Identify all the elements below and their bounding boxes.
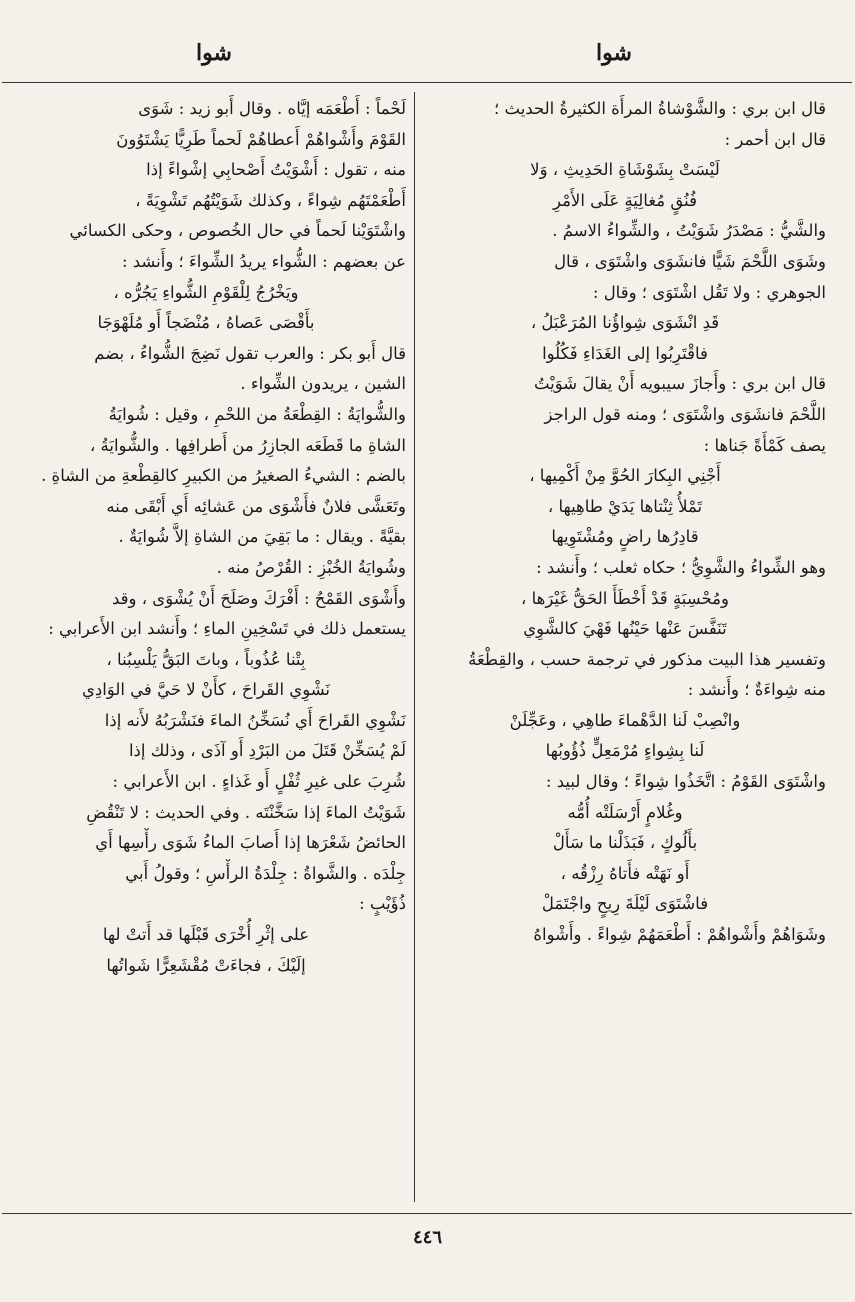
left-column-text-line: نَشْوِي القَراحَ أَي نُسَخِّنُ الماءَ فنَشْرَبُهُ لأَنه إذا <box>104 710 406 730</box>
left-column-text-line: وأَشْوَى القَمْحُ : أَفْرَكَ وصَلَحَ أَنْ يُشْوَى ، وقد <box>111 588 406 608</box>
right-column-verse-line: ومُحْسِبَةٍ قَدْ أَخْطَأَ الحَقُّ غَيْرَها ، <box>521 588 729 608</box>
left-column-text-line: عن بعضهم : الشُّواء يريدُ الشِّواءَ ؛ وأَنشد : <box>121 251 406 271</box>
right-column-verse-line: بأَلُوكٍ ، فَبَذَلْنا ما سَأَلْ <box>552 833 698 853</box>
right-column-text-line: وتفسير هذا البيت مذكور في ترجمة حسب ، والقِطْعَةُ <box>468 649 826 669</box>
column-divider <box>414 92 415 1202</box>
right-column-verse-line: قَدِ انْشَوَى شِواؤُنا المُرَعْبَلُ ، <box>530 313 720 333</box>
right-column-verse-line: تَنَفَّسَ عَنْها حَيْنُها فَهْيَ كالشَّوِي <box>523 619 727 639</box>
left-column-text-line: قال أَبو بكر : والعرب تقول نَضِجَ الشُّواءُ ، بضم <box>94 343 406 363</box>
header-rule <box>2 82 852 83</box>
left-column-text-line: وشُوايَةُ الخُبْزِ : القُرْصُ منه . <box>216 557 406 577</box>
left-column-verse-line: إلَيْكَ ، فجاءَتْ مُقْشَعِرًّا شَواتُها <box>106 955 306 975</box>
right-column-verse-line: وانْصِبْ لَنا الدَّهْماءَ طاهِي ، وعَجِّلَنْ <box>509 710 741 730</box>
right-column-text-line: اللَّحْمَ فانشَوَى واشْتَوَى ؛ ومنه قول الراجز <box>544 404 826 424</box>
left-column-text-line: ذُؤَيْبٍ : <box>359 894 406 914</box>
page-header <box>0 30 855 80</box>
right-column-text-line: قال ابن بري : والشَّوْشاةُ المرأَة الكثيرةُ الحديث ؛ <box>494 99 826 118</box>
left-column-text-line: بقيَّةً . ويقال : ما بَقِيَ من الشاةِ إلاَّ شُوايَةٌ . <box>118 527 406 547</box>
right-column-text-line: قال ابن بري : وأَجازَ سيبويه أَنْ يقالَ شَوَيْتُ <box>533 374 826 394</box>
left-column-text-line: وتَعَشَّى فلانٌ فأَشْوَى من عَشائِه أَي أَبْقَى منه <box>106 496 406 516</box>
left-column-text-line: الشاةِ ما قَطَعَه الجازِرُ من أَطرافِها . والشُّوايَةُ ، <box>89 435 406 455</box>
left-column <box>6 94 406 981</box>
left-column-text-line: بالضم : الشيءُ الصغيرُ من الكبيرِ كالقِطْعةِ من الشاةِ . <box>41 466 406 486</box>
right-column-verse-line: لَنا بِشِواءٍ مُرْمَعِلٍّ ذُؤُوبُها <box>545 741 705 761</box>
right-column-text-line: وشَوَى اللَّحْمَ شَيًّا فانشَوَى واشْتَوَى ، قال <box>554 251 826 271</box>
left-column-verse-line: ويَخْرُجُ لِلْقَوْمِ الشُّواءِ يَجُرُّه ، <box>113 282 299 302</box>
right-column-text-line: قال ابن أحمر : <box>724 129 826 149</box>
left-column-text-line: الحائضُ شَعْرَها إذا أَصابَ الماءُ شَوَى رأْسِها أَي <box>95 833 406 853</box>
right-column-verse-line: تَمْلأُ ثِنْتاها يَدَيْ طاهِيها ، <box>547 496 703 516</box>
right-column <box>424 94 826 951</box>
page-number: ٤٤٦ <box>412 1227 442 1248</box>
left-column-text-line: القَوْمَ وأَشْواهُمْ أَعطاهُمْ لَحماً طَرِيًّا يَشْتَوُونَ <box>116 129 406 149</box>
header-word-right: شوا <box>596 40 632 66</box>
right-column-verse-line: فاقْتَرِبُوا إلى الغَدَاءِ فَكُلُوا <box>542 343 708 363</box>
right-column-verse-line: قادِرُها راضٍ ومُشْتَوِيها <box>551 527 699 547</box>
footer-rule <box>2 1213 852 1214</box>
left-column-verse-line: بأَقْصَى عَصاهُ ، مُنْضَجاً أَو مُلَهْوَجَا <box>97 313 315 333</box>
right-column-verse-line: فُنُقٍ مُغالِيَةٍ عَلَى الأَمْرِ <box>552 190 698 210</box>
left-column-text-line: أَطْعَمْتَهُم شِواءً ، وكذلك شَوَيْتُهُم تَشْوِيَةً ، <box>135 190 406 210</box>
left-column-text-line: يستعمل ذلك في تَسْخِينِ الماءِ ؛ وأَنشد ابن الأَعرابي : <box>48 619 406 639</box>
left-column-text-line: شُرِبَ على غيرِ ثُفْلٍ أَو غَذاءٍ . ابن الأَعرابي : <box>112 772 406 792</box>
right-column-verse-line: أَو نَهَتْه فأَتاهُ رِزْقُه ، <box>560 863 690 883</box>
left-column-verse-line: بِتْنا عُذُوباً ، وباتَ البَقُّ يَلْسِبُنا ، <box>106 649 306 669</box>
right-column-text-line: وشَوَاهُمْ وأَشْواهُمْ : أَطْعَمَهُمْ شِواءً . وأَشْواهُ <box>533 925 826 945</box>
left-column-verse-line: نَشْوِي القَراحَ ، كأَنْ لا حَيَّ في الوَادِي <box>81 680 331 700</box>
right-column-text-line: منه شِواءَةٌ ؛ وأَنشد : <box>687 680 826 700</box>
left-column-text-line: شَوَيْتُ الماءَ إذا سَخَّنْتَه . وفي الحديث : لا تَنْقُضِ <box>86 802 406 822</box>
left-column-text-line: الشين ، يريدون الشِّواء . <box>240 374 406 394</box>
right-column-verse-line: لَيْسَتْ بِشَوْشَاةِ الحَدِيثِ ، وَلا <box>530 160 720 180</box>
left-column-text-line: واشْتَوَيْنا لَحماً في حال الخُصوص ، وحكى الكسائي <box>69 221 406 241</box>
left-column-text-line: والشُّوايَةُ : القِطْعَةُ من اللحْمِ ، وقيل : شُوايَةُ <box>108 404 406 424</box>
right-column-text-line: يصف كَمْأَةً جَناها : <box>703 435 826 455</box>
right-column-text-line: الجوهري : ولا تَقُل اشْتَوَى ؛ وقال : <box>592 282 826 302</box>
right-column-text-line: والشَّيُّ : مَصْدَرُ شَوَيْتُ ، والشِّواءُ الاسمُ . <box>552 221 826 241</box>
left-column-text-line: جِلْدَه . والشَّواةُ : جِلْدَةُ الرأْسِ ؛ وقولُ أَبي <box>125 863 406 883</box>
right-column-text-line: وهو الشِّواءُ والشَّوِيُّ ؛ حكاه ثعلب ؛ وأَنشد : <box>536 557 826 577</box>
right-column-verse-line: أَجْنِي البِكارَ الحُوَّ مِنْ أَكْمِيها ، <box>529 466 721 486</box>
left-column-verse-line: على إثْرِ أُخْرَى قَبْلَها قد أَتتْ لها <box>102 925 310 945</box>
header-word-left: شوا <box>196 40 232 66</box>
right-column-verse-line: فاشْتَوَى لَيْلَةَ رِيحٍ واجْتَمَلْ <box>541 894 709 914</box>
left-column-text-line: لَحْماً : أَطْعَمَه إيَّاه . وقال أَبو زيد : شَوَى <box>138 99 406 118</box>
right-column-verse-line: وغُلامٍ أَرْسَلَتْه أُمُّه <box>567 802 683 822</box>
right-column-text-line: واشْتَوَى القَوْمُ : اتَّخَذُوا شِواءً ؛ وقال لبيد : <box>545 772 826 792</box>
left-column-text-line: لَمْ يُسَخِّنْ قَتَلَ من البَرْدِ أَو آذَى ، وذلك إذا <box>128 741 406 761</box>
left-column-text-line: منه ، تقول : أَشْوَيْتُ أَصْحابِي إشْواءً إذا <box>146 160 406 180</box>
